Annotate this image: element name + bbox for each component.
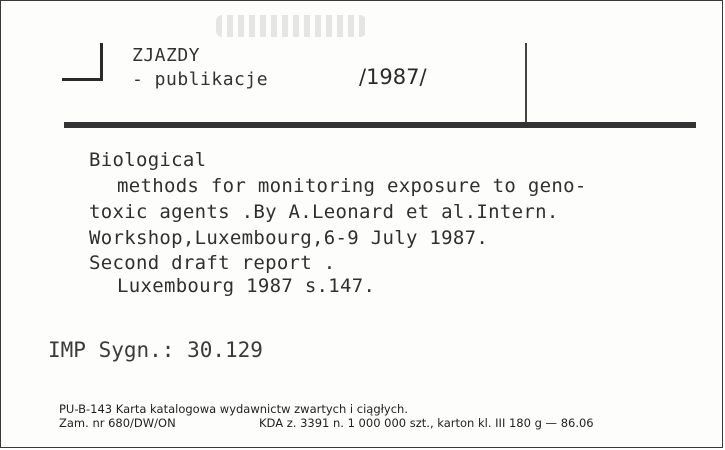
- subcategory-label: - publikacje: [132, 69, 269, 90]
- entry-line-5: Second draft report .: [89, 252, 336, 274]
- year-label: /1987/: [359, 65, 427, 89]
- header-divider-vertical: [525, 43, 527, 125]
- header-divider-horizontal: [64, 122, 696, 128]
- order-number: Zam. nr 680/DW/ON: [59, 416, 176, 430]
- ink-smudge: [216, 15, 366, 37]
- form-footer-line-1: PU-B-143 Karta katalogowa wydawnictw zwartych i ciągłych.: [59, 402, 408, 416]
- entry-line-4: Workshop,Luxembourg,6-9 July 1987.: [89, 227, 489, 249]
- entry-line-1: Biological: [89, 149, 207, 171]
- entry-line-6: Luxembourg 1987 s.147.: [117, 275, 376, 297]
- category-label: ZJAZDY: [132, 45, 201, 66]
- entry-line-2: methods for monitoring exposure to geno-: [117, 175, 587, 197]
- print-run-info: KDA z. 3391 n. 1 000 000 szt., karton kl. III 180 g — 86.06: [259, 416, 594, 430]
- call-number: IMP Sygn.: 30.129: [48, 338, 263, 362]
- corner-mark-horizontal: [62, 78, 103, 81]
- entry-line-3: toxic agents .By A.Leonard et al.Intern.: [89, 201, 559, 223]
- corner-mark-vertical: [100, 43, 103, 80]
